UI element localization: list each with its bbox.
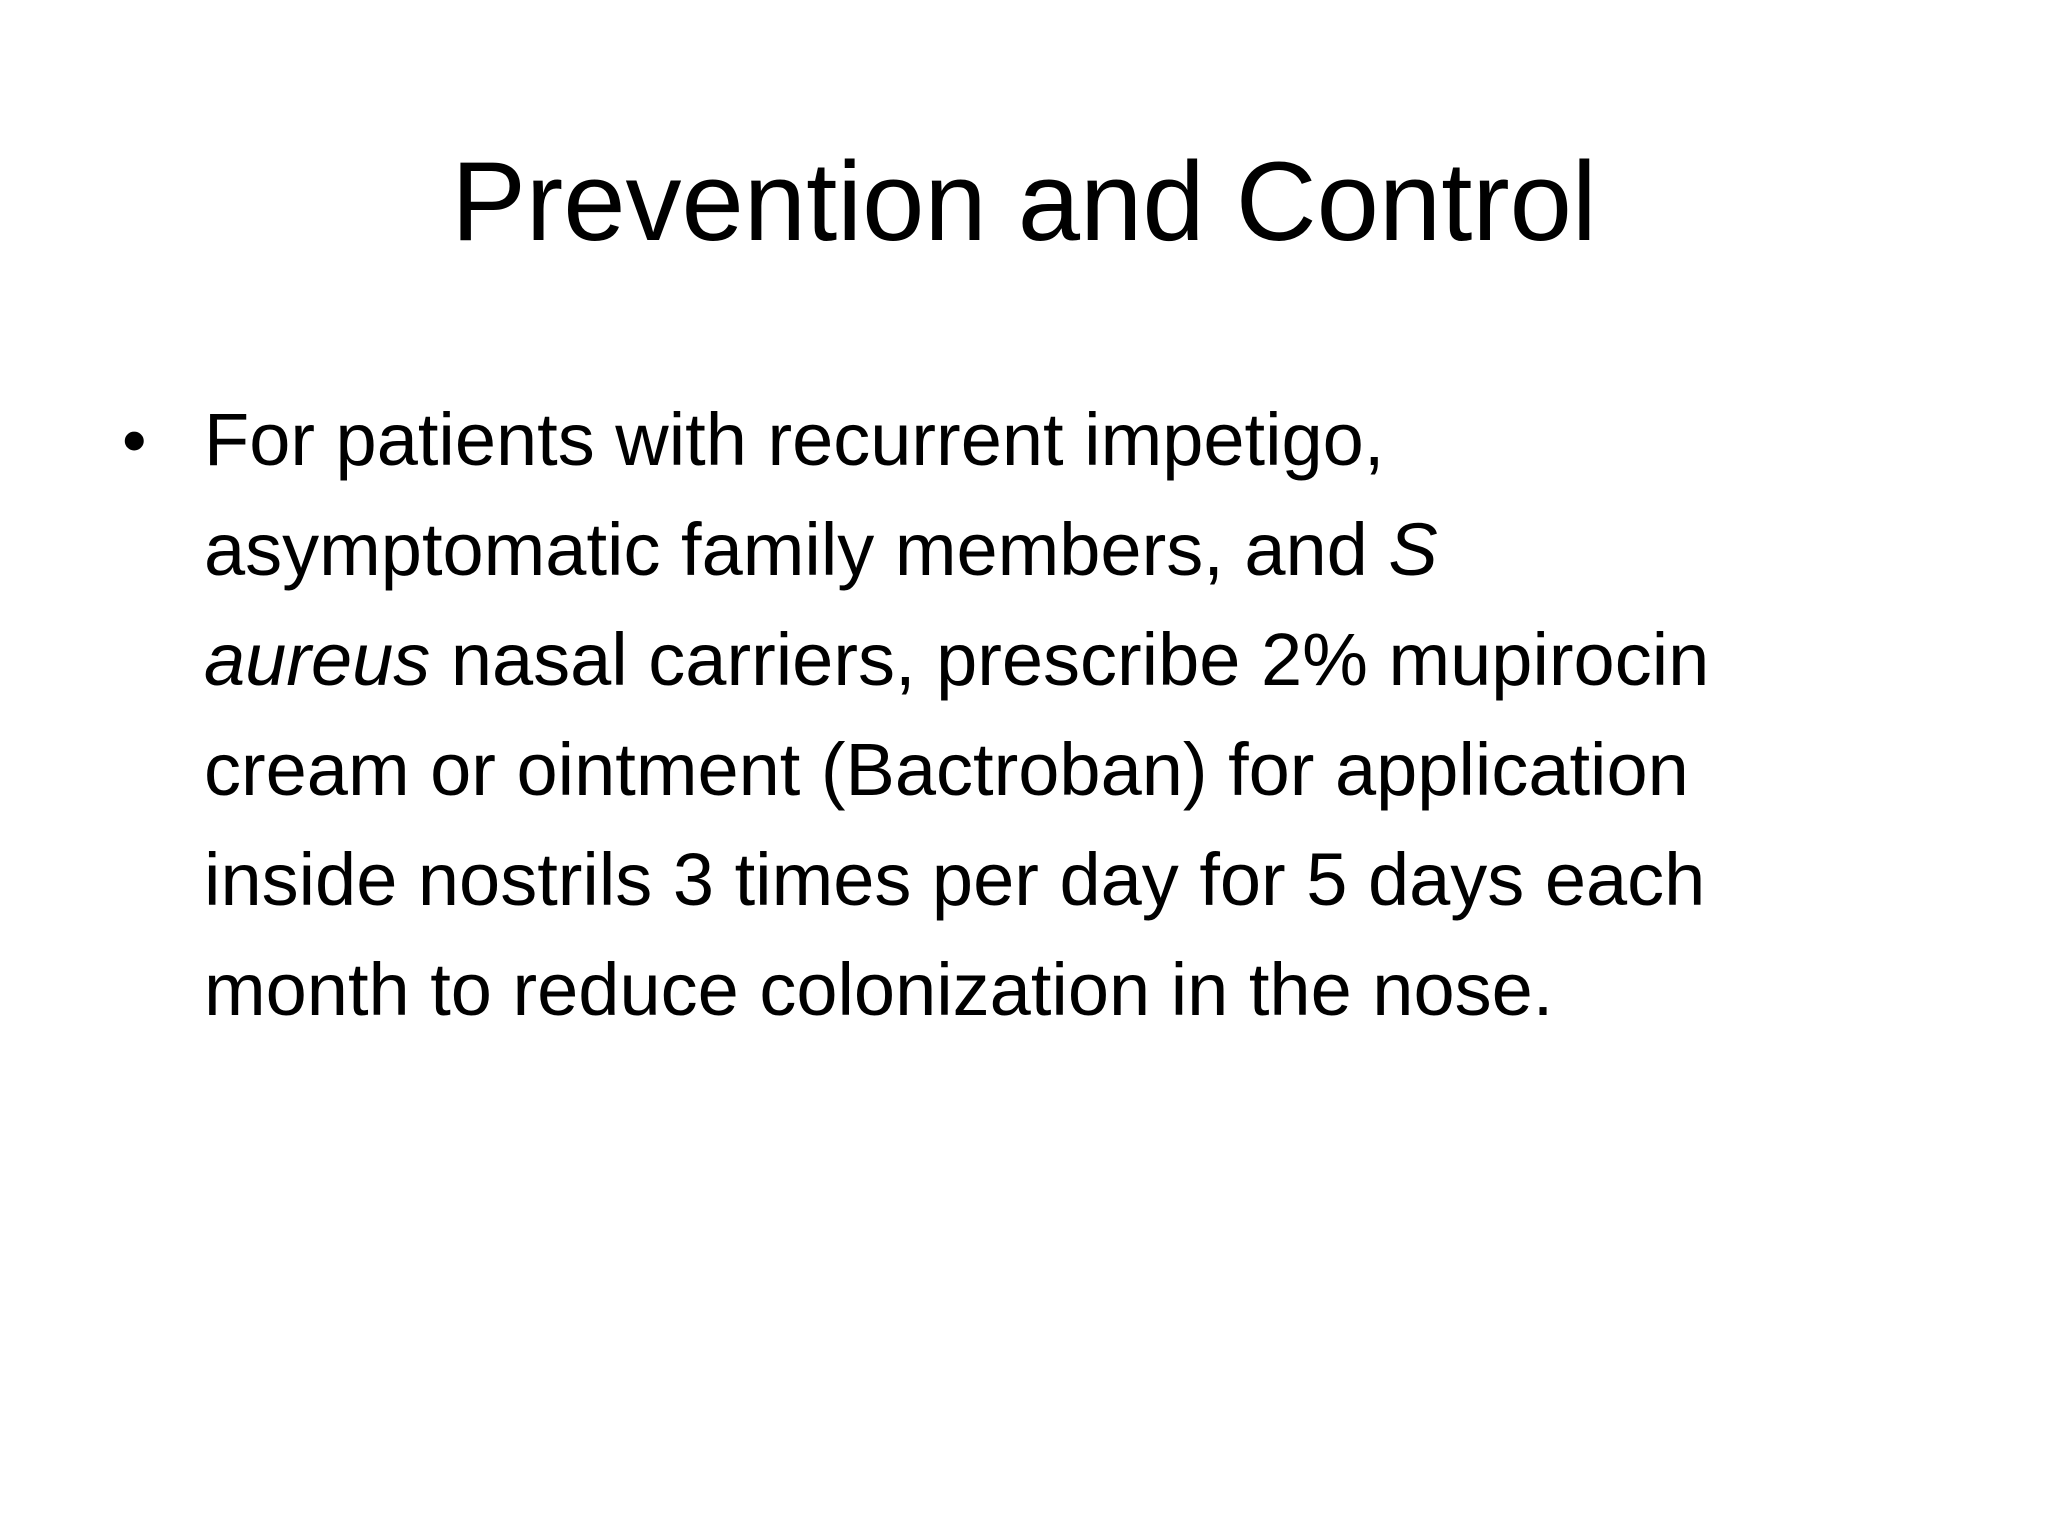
bullet-line-2 (204, 495, 1970, 605)
species-name: aureus (204, 618, 431, 701)
bullet-line-4: cream or ointment (Bactroban) for application (204, 728, 1689, 811)
bullet-line-3 (204, 605, 1970, 715)
slide-title: Prevention and Control (451, 139, 1597, 264)
bullet-line-3-text: nasal carriers, prescribe 2% mupirocin (430, 618, 1710, 701)
bullet-item (110, 385, 1970, 1045)
bullet-line-2-text: asymptomatic family members, and (204, 508, 1389, 591)
bullet-line-1: For patients with recurrent impetigo, (204, 398, 1385, 481)
bullet-line-5: inside nostrils 3 times per day for 5 days each (204, 838, 1706, 921)
bullet-line-6: month to reduce colonization in the nose. (204, 948, 1554, 1031)
species-genus-abbrev: S (1388, 508, 1438, 591)
bullet-text (204, 385, 1970, 1045)
slide-body (110, 385, 1970, 1045)
bullet-marker: • (122, 401, 147, 479)
